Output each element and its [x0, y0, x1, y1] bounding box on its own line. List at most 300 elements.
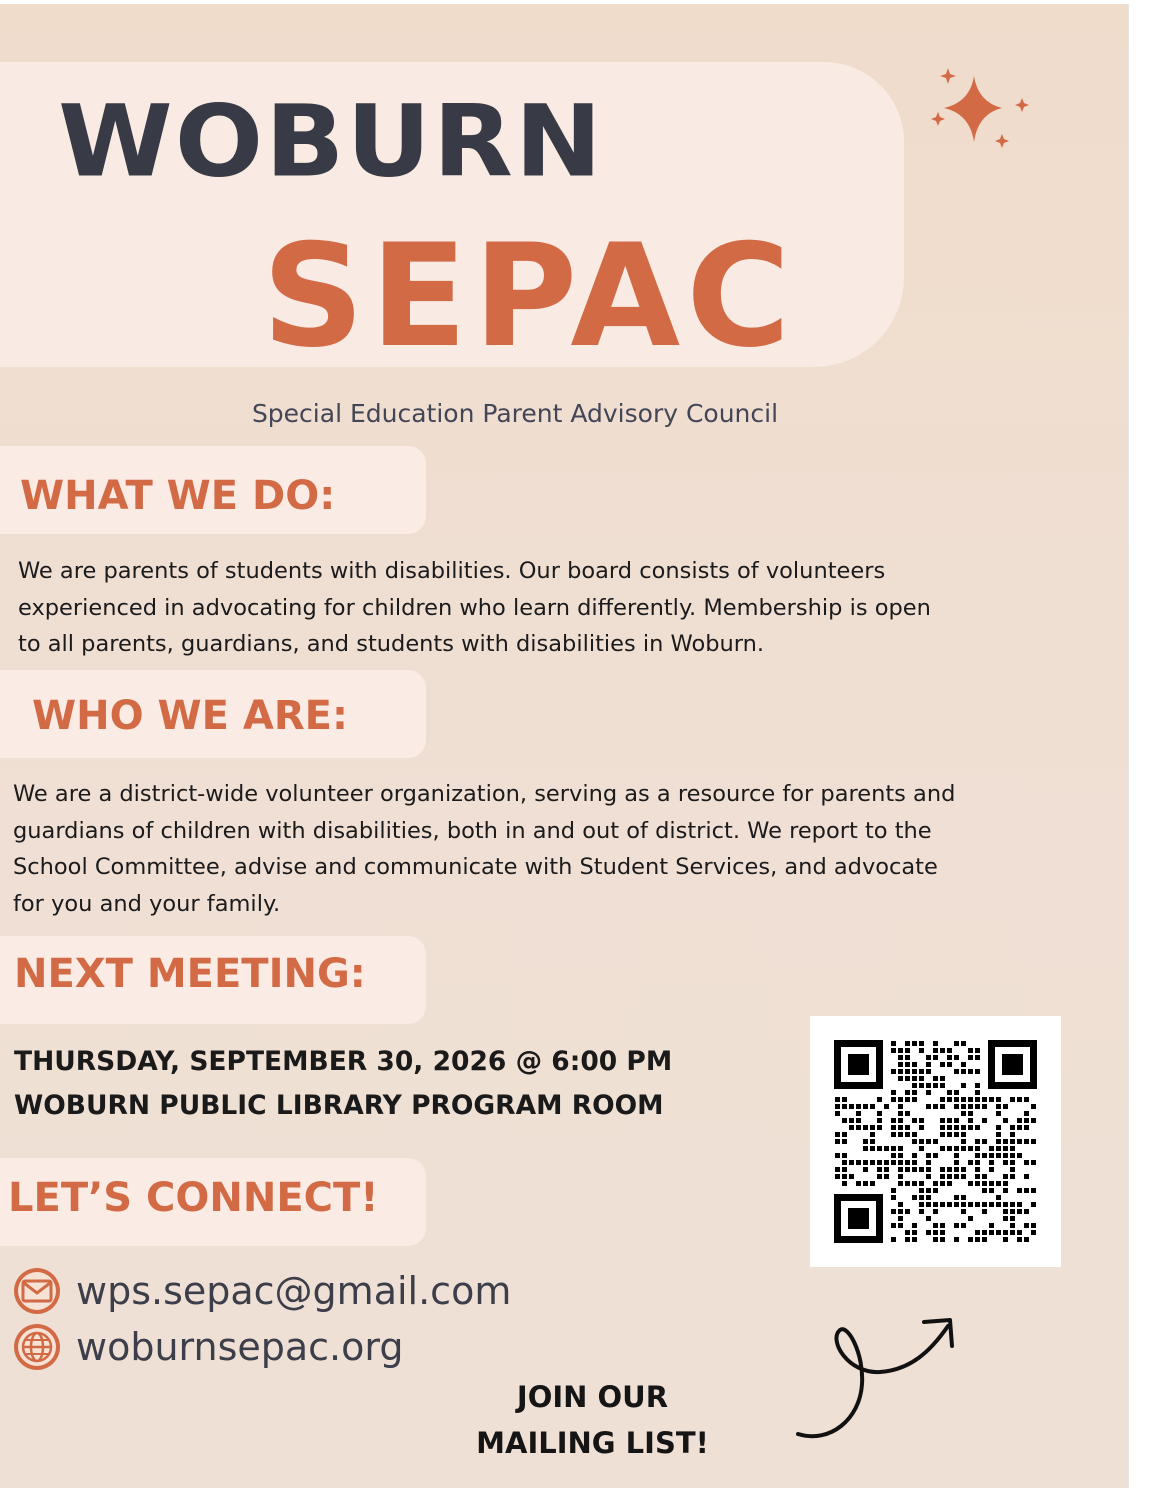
qr-module [1017, 1230, 1022, 1235]
qr-module [905, 1125, 910, 1130]
qr-module [863, 1160, 868, 1165]
qr-module [856, 1118, 861, 1123]
qr-module [1003, 1181, 1008, 1186]
qr-module [912, 1076, 917, 1081]
qr-module [926, 1104, 931, 1109]
qr-module [905, 1111, 910, 1116]
qr-module [947, 1132, 952, 1137]
qr-module [891, 1237, 896, 1242]
qr-module [863, 1125, 868, 1130]
qr-module [1003, 1188, 1008, 1193]
qr-module [968, 1118, 973, 1123]
qr-module [905, 1090, 910, 1095]
qr-module [1031, 1118, 1036, 1123]
qr-module [1003, 1118, 1008, 1123]
qr-module [933, 1076, 938, 1081]
qr-module [905, 1230, 910, 1235]
qr-module [1017, 1139, 1022, 1144]
qr-module [884, 1174, 889, 1179]
paragraph-line: for you and your family. [13, 891, 281, 918]
qr-module [842, 1167, 847, 1172]
qr-module [891, 1118, 896, 1123]
qr-module [954, 1146, 959, 1151]
qr-module [1024, 1209, 1029, 1214]
qr-module [989, 1160, 994, 1165]
qr-module [975, 1146, 980, 1151]
qr-module [1031, 1202, 1036, 1207]
qr-module [884, 1160, 889, 1165]
qr-module [989, 1230, 994, 1235]
qr-module [982, 1209, 987, 1214]
qr-module [933, 1153, 938, 1158]
mailing-list-line: MAILING LIST! [476, 1426, 709, 1460]
qr-module [975, 1083, 980, 1088]
qr-module [912, 1062, 917, 1067]
qr-module [891, 1132, 896, 1137]
qr-module [940, 1062, 945, 1067]
qr-module [954, 1202, 959, 1207]
heading-who-we-are: WHO WE ARE: [32, 693, 348, 739]
qr-module [1017, 1118, 1022, 1123]
qr-module [926, 1160, 931, 1165]
qr-module [961, 1097, 966, 1102]
qr-module [898, 1132, 903, 1137]
qr-module [954, 1153, 959, 1158]
qr-module [933, 1055, 938, 1060]
qr-module [989, 1223, 994, 1228]
qr-module [891, 1195, 896, 1200]
qr-module [1024, 1223, 1029, 1228]
curly-arrow-icon [790, 1304, 970, 1454]
qr-module [940, 1167, 945, 1172]
qr-module [1017, 1097, 1022, 1102]
qr-module [989, 1181, 994, 1186]
qr-module [1002, 1054, 1023, 1075]
qr-module [1031, 1104, 1036, 1109]
qr-module [912, 1153, 917, 1158]
qr-module [933, 1237, 938, 1242]
qr-module [961, 1174, 966, 1179]
qr-module [891, 1069, 896, 1074]
qr-module [870, 1181, 875, 1186]
heading-next-meeting: NEXT MEETING: [14, 951, 366, 997]
qr-module [961, 1041, 966, 1046]
qr-module [919, 1167, 924, 1172]
qr-module [842, 1181, 847, 1186]
qr-module [982, 1230, 987, 1235]
qr-module [891, 1041, 896, 1046]
qr-module [968, 1237, 973, 1242]
qr-code[interactable] [810, 1016, 1061, 1267]
qr-module [1024, 1097, 1029, 1102]
qr-module [842, 1139, 847, 1144]
qr-module [968, 1055, 973, 1060]
qr-module [996, 1125, 1001, 1130]
qr-module [954, 1174, 959, 1179]
qr-module [842, 1097, 847, 1102]
qr-module [835, 1139, 840, 1144]
qr-module [849, 1118, 854, 1123]
qr-module [856, 1160, 861, 1165]
paragraph-line: We are a district-wide volunteer organization, serving as a resource for parents and [13, 781, 956, 807]
qr-module [870, 1125, 875, 1130]
qr-module [905, 1167, 910, 1172]
qr-module [954, 1237, 959, 1242]
qr-module [919, 1139, 924, 1144]
qr-module [919, 1076, 924, 1081]
qr-module [905, 1181, 910, 1186]
qr-module [961, 1167, 966, 1172]
qr-module [898, 1209, 903, 1214]
qr-module [954, 1223, 959, 1228]
qr-module [863, 1146, 868, 1151]
qr-module [1010, 1223, 1015, 1228]
paragraph-who-we-are [13, 776, 1053, 923]
qr-module [933, 1209, 938, 1214]
qr-module [905, 1097, 910, 1102]
qr-module [856, 1104, 861, 1109]
qr-module [898, 1153, 903, 1158]
qr-module [912, 1167, 917, 1172]
qr-module [877, 1125, 882, 1130]
qr-module [1003, 1104, 1008, 1109]
qr-module [961, 1146, 966, 1151]
qr-module [891, 1125, 896, 1130]
qr-module [975, 1160, 980, 1165]
qr-module [891, 1048, 896, 1053]
qr-module [1003, 1202, 1008, 1207]
qr-module [968, 1111, 973, 1116]
qr-module [975, 1174, 980, 1179]
qr-module [961, 1125, 966, 1130]
qr-module [891, 1160, 896, 1165]
qr-module [898, 1104, 903, 1109]
qr-module [912, 1069, 917, 1074]
contact-email[interactable] [12, 1266, 511, 1316]
qr-module [933, 1041, 938, 1046]
qr-module [877, 1097, 882, 1102]
qr-module [1031, 1160, 1036, 1165]
qr-module [940, 1097, 945, 1102]
qr-module [982, 1118, 987, 1123]
qr-module [891, 1223, 896, 1228]
qr-module [933, 1202, 938, 1207]
paragraph-line: guardians of children with disabilities, both in and out of district. We report to the [13, 817, 932, 844]
qr-module [835, 1167, 840, 1172]
qr-module [898, 1146, 903, 1151]
qr-module [933, 1181, 938, 1186]
qr-module [940, 1237, 945, 1242]
qr-module [1010, 1160, 1015, 1165]
qr-module [877, 1160, 882, 1165]
qr-module [884, 1104, 889, 1109]
qr-module [891, 1188, 896, 1193]
qr-module [1003, 1237, 1008, 1242]
qr-module [926, 1069, 931, 1074]
contact-website[interactable] [12, 1322, 403, 1372]
title-sepac: SEPAC [262, 214, 797, 379]
qr-module [982, 1097, 987, 1102]
qr-module [1003, 1160, 1008, 1165]
qr-module [982, 1181, 987, 1186]
qr-module [954, 1090, 959, 1095]
qr-module [912, 1237, 917, 1242]
qr-module [933, 1083, 938, 1088]
qr-module [1017, 1125, 1022, 1130]
qr-module [842, 1160, 847, 1165]
qr-module [919, 1083, 924, 1088]
qr-module [954, 1160, 959, 1165]
qr-code-image[interactable] [834, 1040, 1037, 1243]
paragraph-line: to all parents, guardians, and students with disabilities in Woburn. [18, 631, 765, 658]
qr-module [926, 1216, 931, 1221]
qr-module [1024, 1237, 1029, 1242]
qr-module [961, 1083, 966, 1088]
qr-module [1010, 1139, 1015, 1144]
qr-module [940, 1104, 945, 1109]
meeting-location: WOBURN PUBLIC LIBRARY PROGRAM ROOM [14, 1090, 664, 1121]
qr-module [1024, 1125, 1029, 1130]
qr-module [954, 1104, 959, 1109]
qr-module [940, 1048, 945, 1053]
qr-module [835, 1104, 840, 1109]
qr-module [933, 1223, 938, 1228]
qr-module [1017, 1153, 1022, 1158]
qr-module [940, 1146, 945, 1151]
qr-module [996, 1132, 1001, 1137]
qr-module [1003, 1139, 1008, 1144]
qr-module [898, 1174, 903, 1179]
sparkle-icon [926, 64, 1036, 154]
qr-module [912, 1230, 917, 1235]
qr-module [982, 1104, 987, 1109]
qr-module [1017, 1237, 1022, 1242]
qr-module [947, 1055, 952, 1060]
qr-module [1003, 1230, 1008, 1235]
qr-module [940, 1125, 945, 1130]
qr-module [968, 1181, 973, 1186]
qr-module [898, 1111, 903, 1116]
qr-module [905, 1069, 910, 1074]
qr-module [933, 1139, 938, 1144]
qr-module [870, 1139, 875, 1144]
qr-module [1017, 1188, 1022, 1193]
qr-module [898, 1223, 903, 1228]
heading-what-we-do: WHAT WE DO: [20, 473, 336, 519]
qr-module [996, 1230, 1001, 1235]
qr-module [926, 1195, 931, 1200]
qr-module [954, 1118, 959, 1123]
qr-module [884, 1167, 889, 1172]
qr-module [982, 1202, 987, 1207]
envelope-icon [12, 1266, 62, 1316]
qr-module [954, 1132, 959, 1137]
qr-module [898, 1076, 903, 1081]
qr-module [898, 1202, 903, 1207]
qr-module [996, 1146, 1001, 1151]
qr-module [842, 1174, 847, 1179]
paragraph-line: School Committee, advise and communicate with Student Services, and advocate [13, 854, 938, 881]
qr-module [842, 1132, 847, 1137]
qr-module [989, 1202, 994, 1207]
qr-module [996, 1202, 1001, 1207]
qr-module [947, 1048, 952, 1053]
qr-module [968, 1069, 973, 1074]
qr-module [961, 1195, 966, 1200]
qr-module [947, 1146, 952, 1151]
qr-module [961, 1132, 966, 1137]
qr-module [1017, 1202, 1022, 1207]
qr-module [835, 1111, 840, 1116]
qr-module [975, 1181, 980, 1186]
qr-module [842, 1104, 847, 1109]
qr-module [919, 1041, 924, 1046]
qr-module [1003, 1209, 1008, 1214]
qr-module [835, 1153, 840, 1158]
qr-module [975, 1097, 980, 1102]
qr-module [982, 1237, 987, 1242]
qr-module [842, 1118, 847, 1123]
qr-module [947, 1090, 952, 1095]
qr-module [961, 1209, 966, 1214]
qr-module [947, 1118, 952, 1123]
qr-module [940, 1230, 945, 1235]
qr-module [898, 1048, 903, 1053]
qr-module [891, 1090, 896, 1095]
qr-module [1024, 1188, 1029, 1193]
qr-module [863, 1139, 868, 1144]
heading-connect: LET’S CONNECT! [8, 1175, 379, 1221]
qr-module [975, 1202, 980, 1207]
qr-module [975, 1237, 980, 1242]
qr-module [835, 1132, 840, 1137]
qr-module [898, 1097, 903, 1102]
qr-module [975, 1090, 980, 1095]
mailing-list-callout [470, 1374, 715, 1466]
qr-module [940, 1083, 945, 1088]
qr-module [961, 1139, 966, 1144]
qr-module [947, 1062, 952, 1067]
qr-module [898, 1118, 903, 1123]
qr-module [1010, 1230, 1015, 1235]
qr-module [919, 1202, 924, 1207]
qr-module [863, 1181, 868, 1186]
qr-module [919, 1069, 924, 1074]
qr-module [877, 1174, 882, 1179]
qr-module [1031, 1139, 1036, 1144]
qr-module [968, 1146, 973, 1151]
qr-module [898, 1062, 903, 1067]
qr-module [849, 1125, 854, 1130]
qr-module [968, 1216, 973, 1221]
qr-module [898, 1160, 903, 1165]
qr-module [1010, 1202, 1015, 1207]
qr-module [870, 1146, 875, 1151]
meeting-details [14, 1040, 672, 1128]
qr-module [863, 1104, 868, 1109]
qr-module [933, 1104, 938, 1109]
qr-module [877, 1146, 882, 1151]
qr-module [961, 1069, 966, 1074]
qr-module [849, 1174, 854, 1179]
qr-module [898, 1125, 903, 1130]
qr-module [975, 1139, 980, 1144]
qr-module [975, 1055, 980, 1060]
qr-module [926, 1167, 931, 1172]
qr-module [968, 1202, 973, 1207]
paragraph-line: We are parents of students with disabilities. Our board consists of volunteers [18, 558, 886, 584]
qr-module [919, 1146, 924, 1151]
qr-module [891, 1209, 896, 1214]
qr-module [856, 1125, 861, 1130]
qr-module [1024, 1118, 1029, 1123]
qr-module [898, 1055, 903, 1060]
qr-module [835, 1097, 840, 1102]
qr-module [933, 1048, 938, 1053]
qr-module [968, 1097, 973, 1102]
qr-module [891, 1146, 896, 1151]
qr-module [877, 1111, 882, 1116]
qr-module [1003, 1174, 1008, 1179]
qr-module [891, 1097, 896, 1102]
qr-module [898, 1167, 903, 1172]
qr-module [898, 1181, 903, 1186]
qr-module [1010, 1167, 1015, 1172]
qr-module [1010, 1174, 1015, 1179]
qr-module [898, 1216, 903, 1221]
email-link[interactable]: wps.sepac@gmail.com [76, 1269, 512, 1313]
qr-module [1003, 1153, 1008, 1158]
qr-module [954, 1195, 959, 1200]
qr-module [912, 1083, 917, 1088]
qr-module [975, 1230, 980, 1235]
qr-module [947, 1202, 952, 1207]
qr-module [912, 1195, 917, 1200]
qr-module [968, 1104, 973, 1109]
qr-module [996, 1139, 1001, 1144]
qr-module [1010, 1097, 1015, 1102]
qr-module [1031, 1230, 1036, 1235]
qr-module [947, 1097, 952, 1102]
qr-module [849, 1104, 854, 1109]
qr-module [989, 1167, 994, 1172]
qr-module [926, 1083, 931, 1088]
meeting-date: THURSDAY, SEPTEMBER 30, 2026 @ 6:00 PM [14, 1046, 673, 1077]
title-woburn: WOBURN [58, 83, 604, 200]
qr-module [905, 1076, 910, 1081]
qr-module [954, 1069, 959, 1074]
qr-module [905, 1055, 910, 1060]
qr-module [1010, 1216, 1015, 1221]
qr-module [1024, 1160, 1029, 1165]
qr-module [870, 1160, 875, 1165]
website-link[interactable]: woburnsepac.org [76, 1325, 404, 1369]
qr-module [912, 1223, 917, 1228]
qr-module [842, 1153, 847, 1158]
qr-module [954, 1097, 959, 1102]
qr-module [961, 1202, 966, 1207]
qr-module [877, 1167, 882, 1172]
qr-module [912, 1132, 917, 1137]
qr-module [912, 1139, 917, 1144]
qr-module [996, 1181, 1001, 1186]
qr-module [940, 1174, 945, 1179]
qr-module [912, 1097, 917, 1102]
qr-module [1010, 1125, 1015, 1130]
qr-module [989, 1146, 994, 1151]
qr-module [989, 1153, 994, 1158]
qr-module [926, 1139, 931, 1144]
